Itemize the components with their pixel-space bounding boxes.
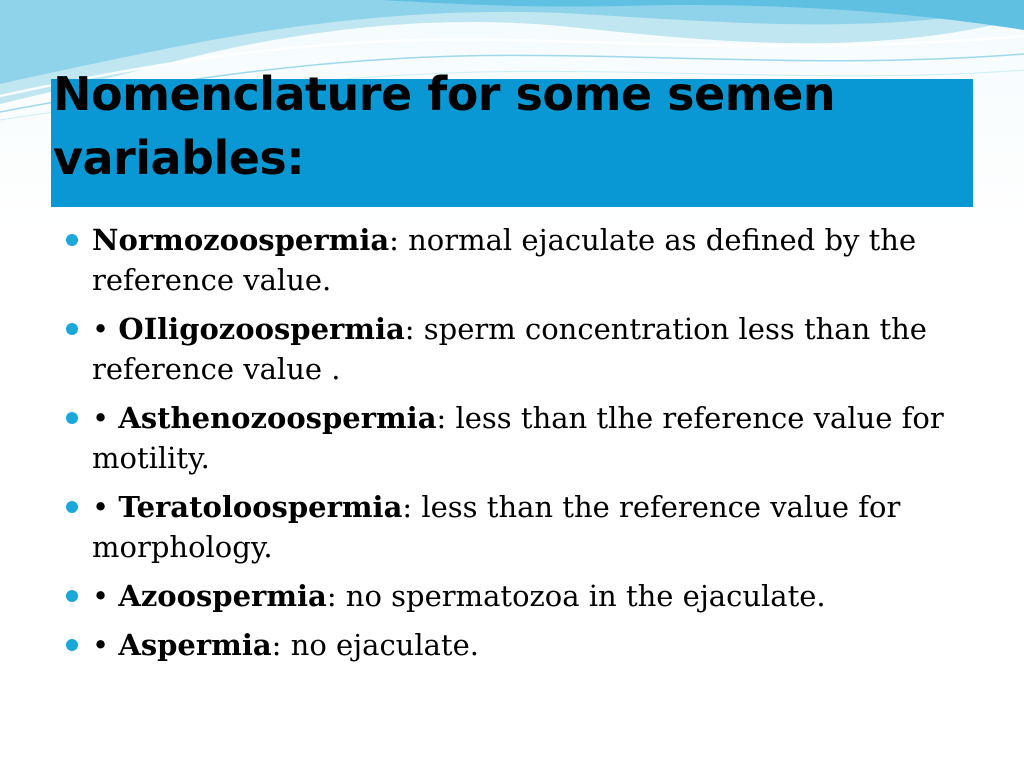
- bullet-icon: [66, 639, 78, 651]
- item-definition: : less than the reference value for morphology.: [92, 490, 901, 564]
- bullet-list: [60, 220, 960, 674]
- item-prefix: •: [92, 628, 119, 662]
- bullet-icon: [66, 590, 78, 602]
- item-definition: : normal ejaculate as defined by the reference value.: [92, 223, 917, 297]
- list-item: [60, 625, 960, 665]
- item-definition: : less than tlhe reference value for motility.: [92, 401, 944, 475]
- item-term: OIligozoospermia: [118, 312, 405, 346]
- bullet-icon: [66, 501, 78, 513]
- item-prefix: •: [92, 312, 119, 346]
- item-term: Normozoospermia: [92, 223, 390, 257]
- bullet-icon: [66, 323, 78, 335]
- item-term: Asthenozoospermia: [118, 401, 437, 435]
- list-item: [60, 398, 960, 478]
- item-term: Teratoloospermia: [118, 490, 403, 524]
- item-prefix: •: [92, 579, 119, 613]
- slide-title: Nomenclature for some semen variables:: [53, 67, 836, 185]
- item-term: Aspermia: [118, 628, 272, 662]
- bullet-icon: [66, 234, 78, 246]
- item-definition: : no spermatozoa in the ejaculate.: [326, 579, 826, 613]
- list-item: [60, 309, 960, 389]
- bullet-icon: [66, 412, 78, 424]
- item-definition: : sperm concentration less than the reference value .: [92, 312, 927, 386]
- item-prefix: •: [92, 490, 119, 524]
- list-item: [60, 220, 960, 300]
- list-item: [60, 576, 960, 616]
- item-term: Azoospermia: [118, 579, 327, 613]
- item-definition: : no ejaculate.: [271, 628, 479, 662]
- item-prefix: •: [92, 401, 119, 435]
- list-item: [60, 487, 960, 567]
